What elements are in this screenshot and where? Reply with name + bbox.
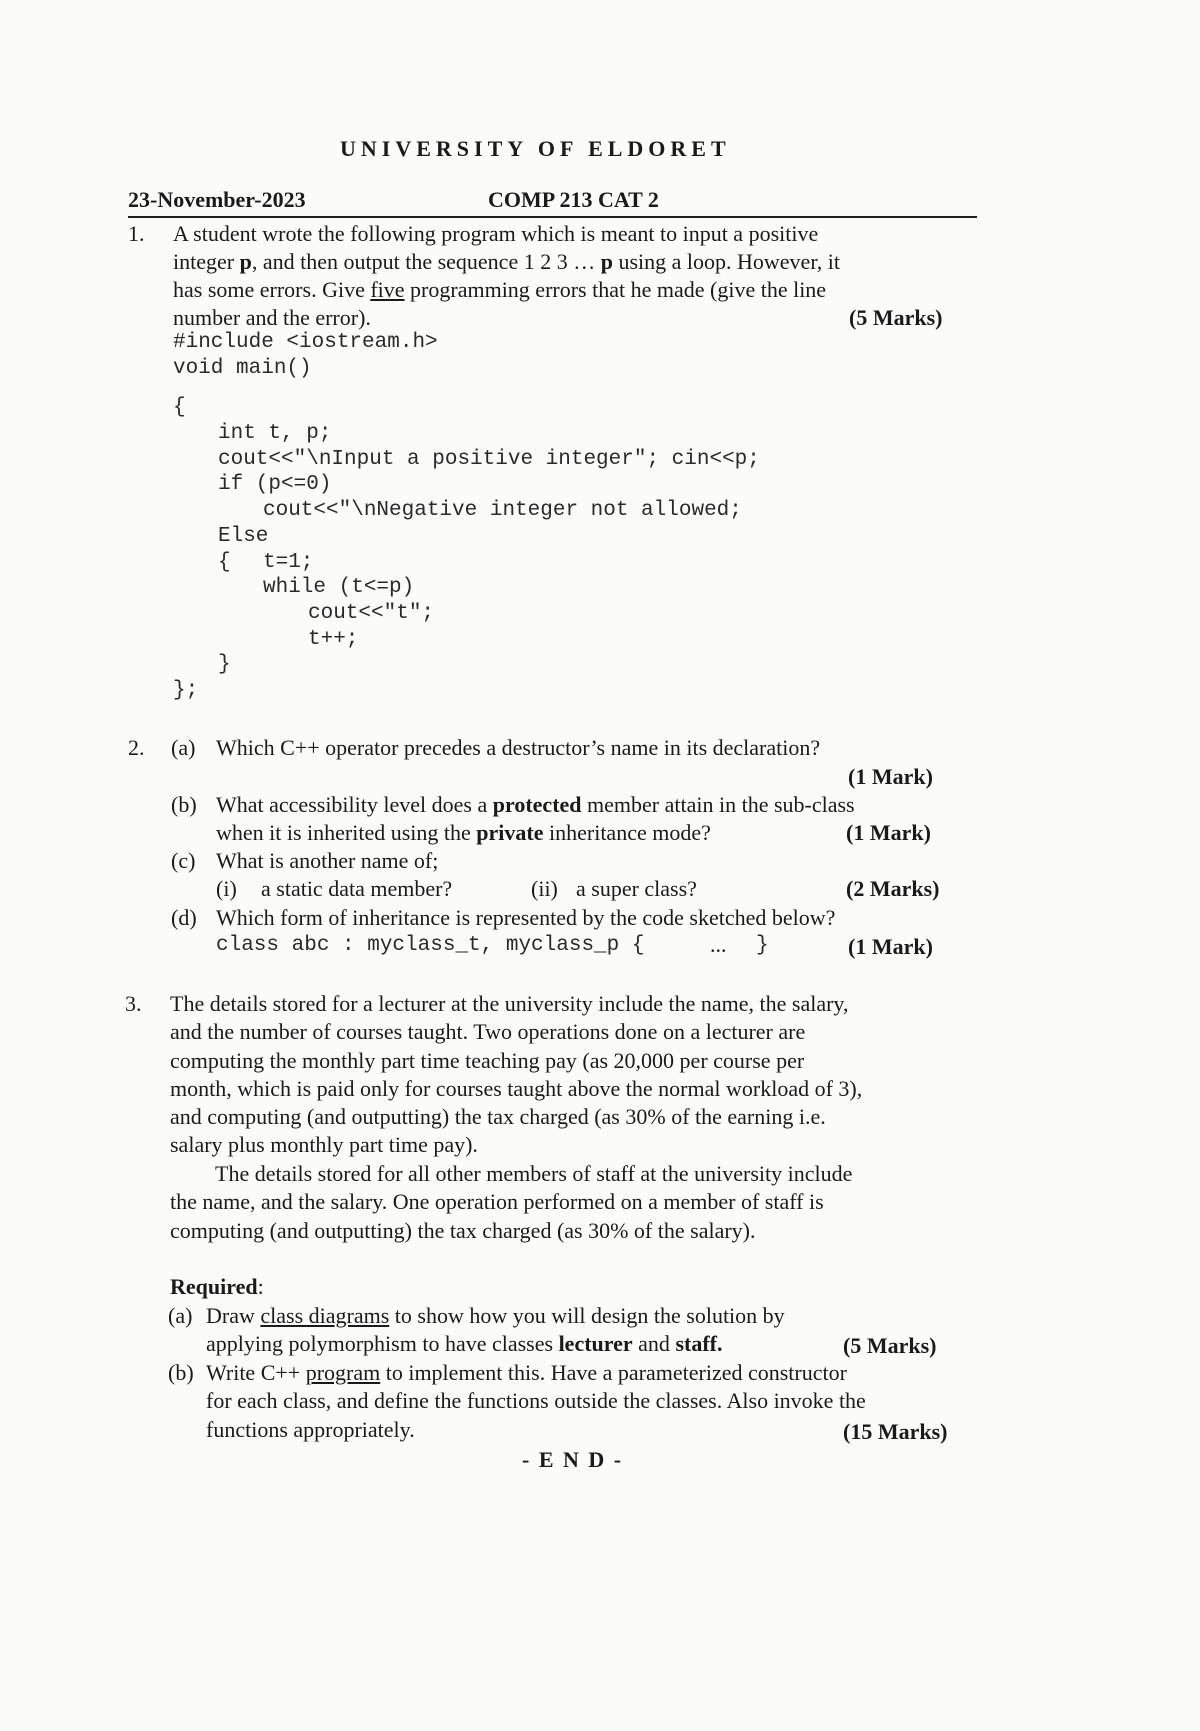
q2d-code: class abc : myclass_t, myclass_p { — [216, 934, 645, 957]
q3-p1-line-4: month, which is paid only for courses taught above the normal workload of 3), — [170, 1076, 863, 1101]
q2b-private: private — [476, 820, 544, 845]
q3a-class-diagrams: class diagrams — [260, 1303, 390, 1328]
q2d-marks: (1 Mark) — [848, 934, 933, 959]
q2d-ellipsis: ... — [710, 932, 727, 957]
code-line-1: #include <iostream.h> — [173, 331, 438, 354]
q3b-line-2: for each class, and define the functions outside the classes. Also invoke the — [206, 1388, 866, 1413]
exam-date: 23-November-2023 — [128, 187, 306, 212]
q2c-label: (c) — [171, 848, 196, 873]
q3a-lecturer: lecturer — [558, 1331, 633, 1356]
q1-var-p-end: p — [600, 249, 613, 274]
q3a-staff: staff. — [675, 1331, 723, 1356]
code-line-10: t=1; — [263, 551, 314, 574]
q1-line-4: number and the error). — [173, 305, 371, 330]
q3a-label: (a) — [168, 1303, 193, 1328]
q2d-label: (d) — [171, 905, 197, 930]
q3a-line-1: Draw class diagrams to show how you will design the solution by — [206, 1303, 785, 1328]
code-line-11: while (t<=p) — [263, 576, 415, 599]
q3-p1-line-5: and computing (and outputting) the tax charged (as 30% of the earning i.e. — [170, 1104, 826, 1129]
q1-line-2: integer p, and then output the sequence 1 2 3 … p using a loop. However, it — [173, 249, 840, 274]
q2c-i-label: (i) — [216, 876, 237, 901]
q2a-marks: (1 Mark) — [848, 764, 933, 789]
q3-number: 3. — [125, 991, 142, 1016]
header-rule — [128, 216, 977, 218]
code-line-3: { — [173, 396, 186, 419]
q2a-text: Which C++ operator precedes a destructor’s name in its declaration? — [216, 735, 821, 760]
q1-five: five — [370, 277, 405, 302]
q3b-line-3: functions appropriately. — [206, 1417, 415, 1442]
q2c-marks: (2 Marks) — [846, 876, 940, 901]
code-line-9: { — [218, 551, 231, 574]
code-line-8: Else — [218, 525, 269, 548]
q2c-i-text: a static data member? — [261, 876, 453, 901]
code-line-14: } — [218, 653, 231, 676]
q2b-line-2: when it is inherited using the private inheritance mode? — [216, 820, 711, 845]
code-line-6: if (p<=0) — [218, 473, 332, 496]
course-code: COMP 213 CAT 2 — [488, 187, 659, 212]
q3-p2-line-3: computing (and outputting) the tax charged (as 30% of the salary). — [170, 1218, 756, 1243]
q3b-label: (b) — [168, 1360, 194, 1385]
q1-line-3: has some errors. Give five programming errors that he made (give the line — [173, 277, 827, 302]
q1-number: 1. — [128, 221, 145, 246]
code-line-5: cout<<"\nInput a positive integer"; cin<<p; — [218, 448, 760, 471]
code-line-4: int t, p; — [218, 422, 332, 445]
code-line-2: void main() — [173, 357, 312, 380]
q2b-label: (b) — [171, 792, 197, 817]
code-line-13: t++; — [308, 628, 359, 651]
q3b-program: program — [305, 1360, 381, 1385]
q3-required: Required: — [170, 1274, 264, 1299]
code-line-7: cout<<"\nNegative integer not allowed; — [263, 499, 742, 522]
q3a-marks: (5 Marks) — [843, 1333, 937, 1358]
q3b-marks: (15 Marks) — [843, 1419, 948, 1444]
q2d-close-brace: } — [756, 934, 769, 957]
q3-p1-line-1: The details stored for a lecturer at the university include the name, the salary, — [170, 991, 849, 1016]
q3-p1-line-3: computing the monthly part time teaching pay (as 20,000 per course per — [170, 1048, 805, 1073]
q3-p1-line-6: salary plus monthly part time pay). — [170, 1132, 478, 1157]
q2b-line-1: What accessibility level does a protected member attain in the sub-class — [216, 792, 855, 817]
q3-p2-line-2: the name, and the salary. One operation performed on a member of staff is — [170, 1189, 824, 1214]
q3b-line-1: Write C++ program to implement this. Have a parameterized constructor — [206, 1360, 847, 1385]
q1-line-1: A student wrote the following program which is meant to input a positive — [173, 221, 819, 246]
university-title: UNIVERSITY OF ELDORET — [340, 136, 731, 161]
q2c-text: What is another name of; — [216, 848, 439, 873]
q3-p1-line-2: and the number of courses taught. Two operations done on a lecturer are — [170, 1019, 806, 1044]
q2b-protected: protected — [492, 792, 582, 817]
q2a-label: (a) — [171, 735, 196, 760]
q2d-text: Which form of inheritance is represented by the code sketched below? — [216, 905, 836, 930]
q2c-ii-text: a super class? — [576, 876, 697, 901]
q3-p2-line-1: The details stored for all other members of staff at the university include — [215, 1161, 853, 1186]
q3a-line-2: applying polymorphism to have classes lecturer and staff. — [206, 1331, 723, 1356]
q2-number: 2. — [128, 735, 145, 760]
q1-var-p: p — [239, 249, 252, 274]
q2b-marks: (1 Mark) — [846, 820, 931, 845]
q2c-ii-label: (ii) — [531, 876, 558, 901]
code-line-15: }; — [173, 679, 199, 702]
code-line-12: cout<<"t"; — [308, 602, 435, 625]
end-marker: - E N D - — [522, 1447, 624, 1472]
q1-marks: (5 Marks) — [849, 305, 943, 330]
